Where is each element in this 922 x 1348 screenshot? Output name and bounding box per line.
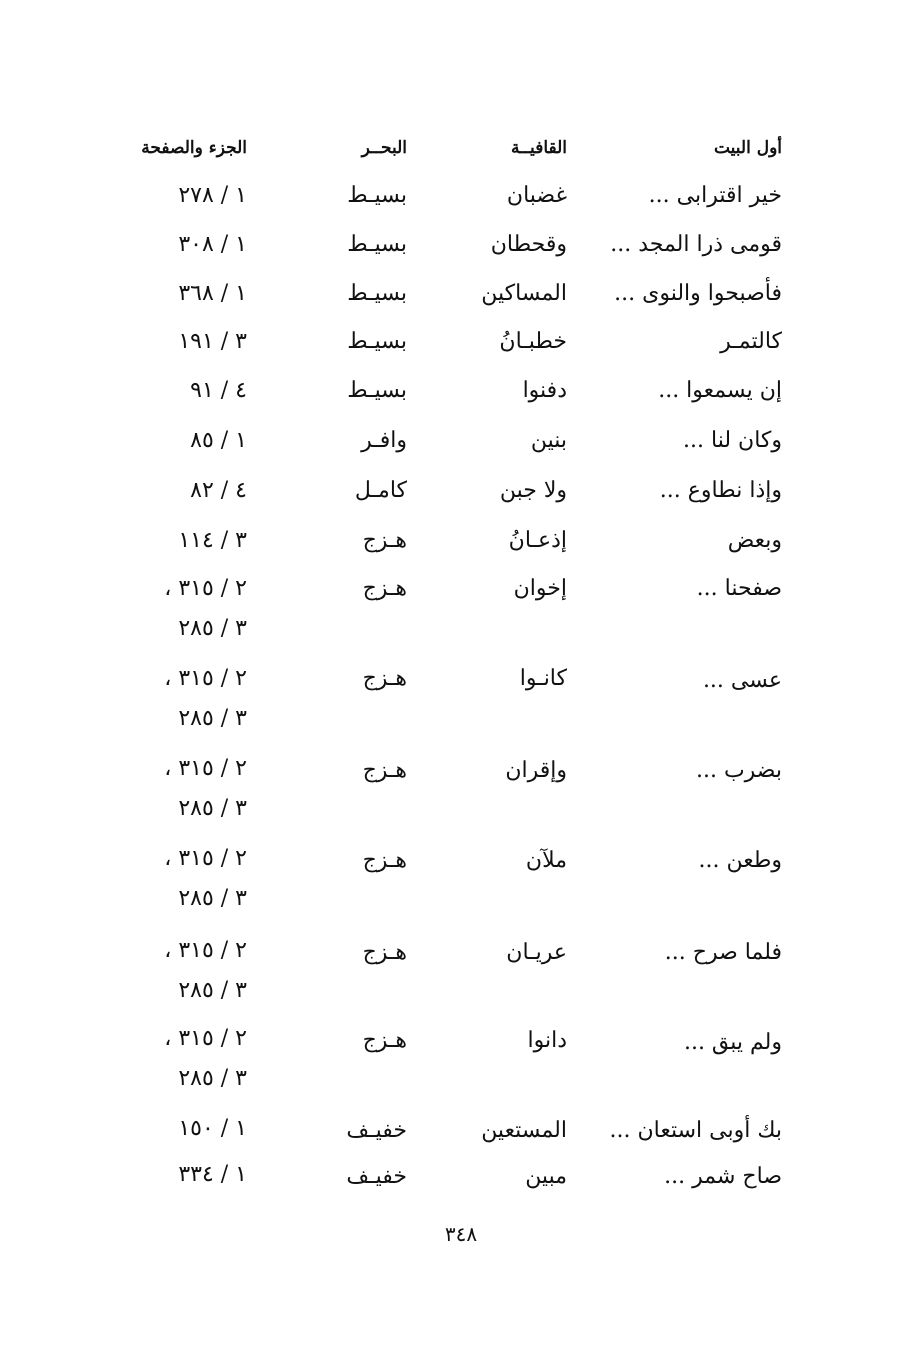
row-ref: ١ / ٢٧٨ <box>178 183 247 208</box>
row-meter: خفيـف <box>346 1118 407 1143</box>
row-rhyme: ملآن <box>525 848 567 873</box>
row-ref: ١ / ٨٥ <box>190 428 247 453</box>
header-volume-page: الجزء والصفحة <box>141 138 247 158</box>
row-ref: ٤ / ٨٢ <box>190 478 247 503</box>
row-first-words: فلما صرح ... <box>664 940 782 965</box>
row-first-words: عسى ... <box>702 668 782 693</box>
row-ref: ٣ / ١٩١ <box>178 329 247 354</box>
row-ref: ١ / ٣٠٨ <box>178 232 247 257</box>
row-ref: ١ / ٣٣٤ <box>178 1162 247 1187</box>
row-ref: ٢ / ٣١٥ ، <box>164 576 247 601</box>
row-meter: هـزج <box>362 848 407 873</box>
row-rhyme: ولا جبن <box>499 478 567 503</box>
row-first-words: بضرب ... <box>695 758 782 783</box>
row-ref-continued: ٣ / ٢٨٥ <box>178 886 247 911</box>
row-meter: بسيـط <box>347 183 407 208</box>
row-first-words: صفحنا ... <box>696 576 782 601</box>
row-ref-continued: ٣ / ٢٨٥ <box>178 616 247 641</box>
row-meter: هـزج <box>362 758 407 783</box>
header-meter: البحــر <box>361 138 407 158</box>
row-first-words: وإذا نطاوع ... <box>659 478 782 503</box>
row-ref: ٢ / ٣١٥ ، <box>164 756 247 781</box>
row-rhyme: بنين <box>530 428 567 453</box>
row-ref: ٤ / ٩١ <box>190 378 247 403</box>
row-ref-continued: ٣ / ٢٨٥ <box>178 706 247 731</box>
row-rhyme: إذعـانُ <box>508 528 567 553</box>
row-meter: هـزج <box>362 576 407 601</box>
row-meter: بسيـط <box>347 232 407 257</box>
row-rhyme: غضبان <box>506 183 567 208</box>
row-ref: ٢ / ٣١٥ ، <box>164 846 247 871</box>
row-rhyme: إخوان <box>513 576 567 601</box>
row-meter: بسيـط <box>347 281 407 306</box>
row-rhyme: المساكين <box>481 281 567 306</box>
row-ref: ٢ / ٣١٥ ، <box>164 1026 247 1051</box>
row-rhyme: دانوا <box>527 1028 567 1053</box>
row-rhyme: دفنوا <box>522 378 567 403</box>
row-ref: ١ / ١٥٠ <box>178 1116 247 1141</box>
row-ref: ٣ / ١١٤ <box>178 528 247 553</box>
header-first-words: أول البيت <box>713 138 782 158</box>
row-rhyme: مبين <box>525 1164 567 1189</box>
row-ref: ١ / ٣٦٨ <box>178 281 247 306</box>
row-first-words: قومى ذرا المجد ... <box>610 232 782 257</box>
row-first-words: ولم يبق ... <box>683 1030 782 1055</box>
row-meter: كامـل <box>354 478 407 503</box>
row-first-words: إن يسمعوا ... <box>658 378 782 403</box>
row-rhyme: وإقران <box>505 758 567 783</box>
page-number: ٣٤٨ <box>444 1222 478 1246</box>
row-meter: بسيـط <box>347 378 407 403</box>
row-rhyme: خطبـانُ <box>499 329 567 354</box>
row-meter: هـزج <box>362 528 407 553</box>
row-meter: وافـر <box>361 428 407 453</box>
row-ref-continued: ٣ / ٢٨٥ <box>178 796 247 821</box>
row-ref-continued: ٣ / ٢٨٥ <box>178 978 247 1003</box>
row-rhyme: عريـان <box>506 940 567 965</box>
row-first-words: كالتمـر <box>720 329 782 354</box>
row-rhyme: وقحطان <box>490 232 567 257</box>
row-meter: هـزج <box>362 1028 407 1053</box>
row-first-words: بك أوبى استعان ... <box>609 1118 782 1143</box>
row-ref-continued: ٣ / ٢٨٥ <box>178 1066 247 1091</box>
row-meter: هـزج <box>362 666 407 691</box>
row-first-words: وطعن ... <box>698 848 782 873</box>
row-first-words: وكان لنا ... <box>683 428 782 453</box>
row-rhyme: كانـوا <box>519 666 567 691</box>
row-rhyme: المستعين <box>481 1118 567 1143</box>
row-meter: بسيـط <box>347 329 407 354</box>
row-meter: خفيـف <box>346 1164 407 1189</box>
row-first-words: صاح شمر ... <box>664 1164 782 1189</box>
row-first-words: فأصبحوا والنوى ... <box>614 281 782 306</box>
row-first-words: وبعض <box>727 528 782 553</box>
row-ref: ٢ / ٣١٥ ، <box>164 666 247 691</box>
row-first-words: خير اقترابى ... <box>648 183 782 208</box>
row-meter: هـزج <box>362 940 407 965</box>
row-ref: ٢ / ٣١٥ ، <box>164 938 247 963</box>
header-rhyme: القافيــة <box>510 138 567 158</box>
